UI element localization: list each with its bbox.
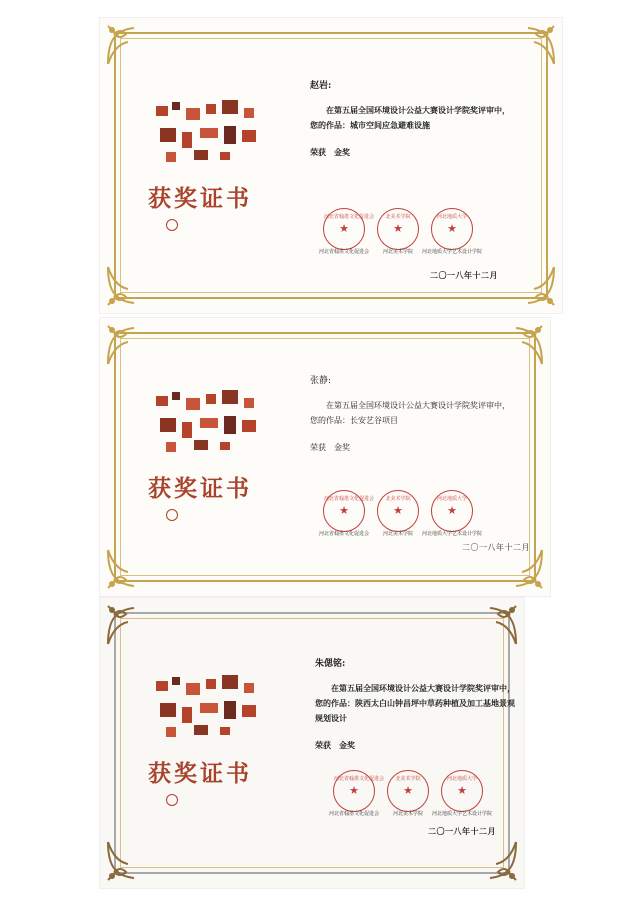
- star-icon: ★: [447, 504, 457, 517]
- corner-ornament-icon: [474, 838, 520, 884]
- stamp-caption: 河北省翰墨文化促进会: [318, 249, 369, 255]
- award-line: [315, 740, 515, 751]
- star-icon: ★: [457, 784, 467, 797]
- certificate-date: 二〇一八年十二月: [462, 543, 530, 552]
- stamp-ring-text: 河北地质大学: [436, 496, 467, 502]
- seal-stamp-icon: [441, 770, 483, 812]
- stamp-ring-text: 河北省翰墨文化促进会: [324, 214, 375, 220]
- stamp-caption: 河北省翰墨文化促进会: [318, 531, 369, 537]
- abstract-logo-icon: [150, 98, 265, 168]
- certificate-body: 在第五届全国环境设计公益大赛设计学院奖评审中，您的作品：陕西太白山钟昌坪中草药种植及加工基地景观规划设计: [315, 683, 515, 723]
- corner-ornament-icon: [104, 602, 150, 648]
- stamp-ring-text: 河北省翰墨文化促进会: [334, 776, 385, 782]
- recipient-name: 赵岩:: [310, 81, 332, 91]
- school-mark: [166, 218, 256, 234]
- certificate-title: 获奖证书: [148, 475, 252, 502]
- certificate-body: 在第五届全国环境设计公益大赛设计学院奖评审中，您的作品：长安艺谷项目: [310, 401, 510, 425]
- certificate-content: [310, 373, 510, 453]
- stamp-ring-text: 北美术学院: [395, 776, 421, 782]
- stamp-caption: 河北地质大学艺术设计学院: [421, 531, 482, 537]
- star-icon: ★: [349, 784, 359, 797]
- stamp-row: [315, 770, 515, 820]
- seal-stamp-icon: [166, 219, 178, 231]
- certificate-content: [310, 78, 510, 158]
- corner-ornament-icon: [474, 602, 520, 648]
- corner-ornament-icon: [512, 22, 558, 68]
- certificate-emblem-panel: [140, 673, 270, 853]
- certificate-2: [100, 318, 550, 596]
- star-icon: ★: [447, 222, 457, 235]
- abstract-logo-icon: [150, 673, 265, 743]
- award-level: 金奖: [339, 740, 355, 750]
- award-line: [310, 442, 510, 453]
- stamp-caption: 河北美术学院: [382, 249, 413, 255]
- certificate-1: [100, 18, 562, 313]
- seal-stamp-icon: [387, 770, 429, 812]
- star-icon: ★: [403, 784, 413, 797]
- certificate-body: 在第五届全国环境设计公益大赛设计学院奖评审中，您的作品：城市空间应急避难设施: [310, 105, 510, 130]
- star-icon: ★: [339, 504, 349, 517]
- recipient-name: 朱偲铭:: [315, 659, 346, 669]
- recipient-name: 张静:: [310, 376, 332, 386]
- seal-stamp-icon: [377, 208, 419, 250]
- certificate-3: [100, 598, 524, 888]
- corner-ornament-icon: [500, 322, 546, 368]
- certificate-date: 二〇一八年十二月: [430, 270, 498, 280]
- stamp-row: [305, 490, 505, 540]
- award-prefix: 荣获: [310, 147, 326, 157]
- corner-ornament-icon: [104, 322, 150, 368]
- seal-stamp-icon: [431, 208, 473, 250]
- seal-stamp-icon: [333, 770, 385, 812]
- certificate-emblem-panel: [140, 98, 270, 278]
- seal-stamp-icon: [166, 794, 178, 806]
- stamp-row: [305, 208, 505, 258]
- stamp-ring-text: 河北省翰墨文化促进会: [324, 496, 375, 502]
- seal-stamp-icon: [323, 208, 375, 250]
- school-mark: [166, 793, 256, 809]
- star-icon: ★: [393, 222, 403, 235]
- stamp-ring-text: 河北地质大学: [446, 776, 477, 782]
- stamp-ring-text: 北美术学院: [385, 214, 411, 220]
- seal-stamp-icon: [377, 490, 419, 532]
- school-mark: [166, 508, 256, 524]
- abstract-logo-icon: [150, 388, 265, 458]
- award-prefix: 荣获: [310, 443, 326, 452]
- star-icon: ★: [339, 222, 349, 235]
- stamp-caption: 河北省翰墨文化促进会: [328, 811, 379, 817]
- award-level: 金奖: [334, 443, 350, 452]
- seal-stamp-icon: [431, 490, 473, 532]
- certificate-title: 获奖证书: [148, 760, 252, 787]
- stamp-ring-text: 河北地质大学: [436, 214, 467, 220]
- corner-ornament-icon: [104, 22, 150, 68]
- seal-stamp-icon: [166, 509, 178, 521]
- award-line: [310, 147, 510, 158]
- certificate-content: [315, 656, 515, 751]
- certificate-emblem-panel: [140, 388, 270, 568]
- stamp-caption: 河北地质大学艺术设计学院: [421, 249, 482, 255]
- certificate-title: 获奖证书: [148, 185, 252, 212]
- certificate-date: 二〇一八年十二月: [428, 826, 496, 836]
- award-level: 金奖: [334, 147, 350, 157]
- stamp-caption: 河北美术学院: [382, 531, 413, 537]
- star-icon: ★: [393, 504, 403, 517]
- corner-ornament-icon: [512, 263, 558, 309]
- award-prefix: 荣获: [315, 740, 331, 750]
- stamp-caption: 河北美术学院: [392, 811, 423, 817]
- stamp-caption: 河北地质大学艺术设计学院: [431, 811, 492, 817]
- seal-stamp-icon: [323, 490, 375, 532]
- stamp-ring-text: 北美术学院: [385, 496, 411, 502]
